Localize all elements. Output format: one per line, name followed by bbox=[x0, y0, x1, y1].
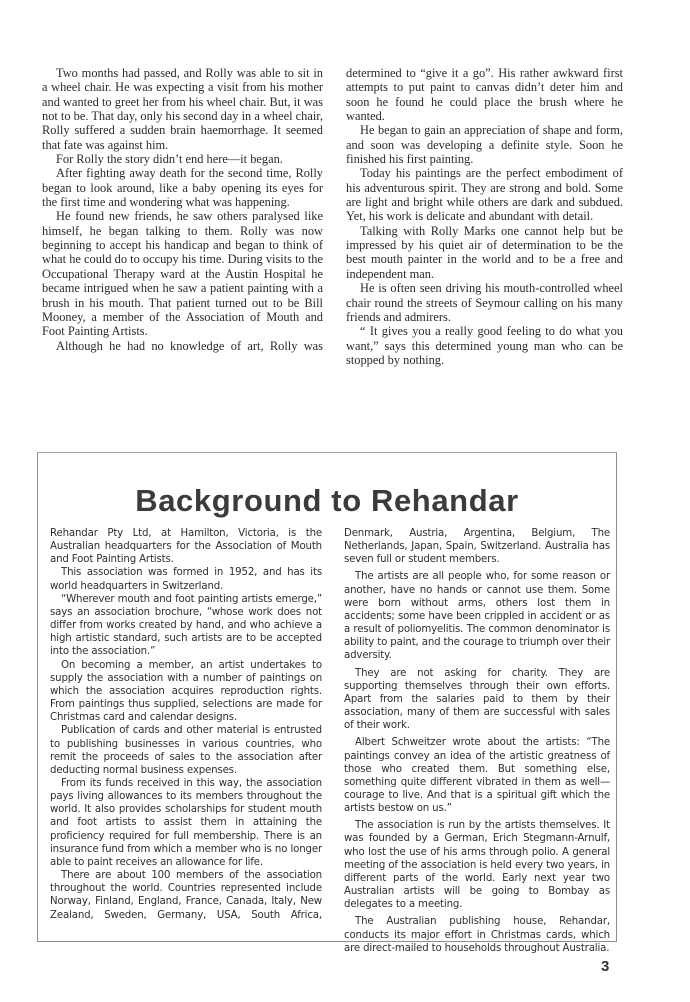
sidebar-paragraph: Publication of cards and other material is entrusted to publishing businesses in various countries, who remit the proceeds of sales to the association after deducting normal business expenses. bbox=[50, 725, 322, 776]
story-paragraph: For Rolly the story didn’t end here—it began. bbox=[56, 152, 283, 167]
sidebar-paragraph: Rehandar Pty Ltd, at Hamilton, Victoria, is the Australian headquarters for the Association of Mouth and Foot Painting Artists. bbox=[50, 528, 322, 566]
story-paragraph: He is often seen driving his mouth-controlled wheel chair round the streets of Seymour calling on his many friends and admirers. bbox=[346, 281, 623, 324]
story-paragraph: He began to gain an appreciation of shape and form, and soon was developing a definite style. Soon he finished his first painting. bbox=[346, 123, 623, 167]
sidebar-paragraph: On becoming a member, an artist undertakes to supply the association with a number of paintings on which the association acquires reproduction rights. From paintings thus supplied, selections are made for Christmas card and calendar designs. bbox=[50, 659, 322, 724]
sidebar-paragraph: The artists are all people who, for some reason or another, have no hands or cannot use them. Some were born without arms, others lost them in accidents; some have been crippled in accident or as a result of poliomyelitis. The common denominator is ability to paint, and the courage to triumph over their adversity. bbox=[344, 571, 610, 662]
story-paragraph: After fighting away death for the second time, Rolly began to look around, like a baby opening its eyes for the first time and wondering what was happening. bbox=[42, 166, 323, 210]
story-paragraph: He found new friends, he saw others paralysed like himself, he began talking to them. Rolly was now beginning to accept his handicap and began to think of what he could do to occupy his time. During visits to the Occupational Therapy ward at the Austin Hospital he became intrigued when he saw a patient painting with a brush in his mouth. That patient turned out to be Bill Mooney, a member of the Association of Mouth and Foot Painting Artists. bbox=[42, 209, 323, 339]
story-column-right bbox=[346, 66, 623, 367]
story-column-left bbox=[42, 66, 323, 353]
sidebar-title: Background to Rehandar bbox=[135, 483, 519, 518]
sidebar-column-right bbox=[344, 527, 610, 959]
page-number: 3 bbox=[601, 958, 610, 975]
sidebar-box bbox=[37, 452, 617, 954]
sidebar-paragraph: Denmark, Austria, Argentina, Belgium, The Netherlands, Japan, Spain, Switzerland. Australia has seven full or student members. bbox=[344, 528, 610, 566]
story-paragraph: determined to “give it a go”. His rather awkward first attempts to put paint to canvas didn’t deter him and soon he found he could place the brush where he wanted. bbox=[346, 66, 623, 124]
story-paragraph: Two months had passed, and Rolly was able to sit in a wheel chair. He was expecting a visit from his mother and wanted to greet her from his wheel chair. But, it was not to be. That day, only his second day in a wheel chair, Rolly suffered a sudden brain haemorrhage. It seemed that fate was against him. bbox=[42, 66, 323, 152]
sidebar-paragraph: The association is run by the artists themselves. It was founded by a German, Erich Stegmann-Arnulf, who lost the use of his arms through polio. A general meeting of the association is held every two years, in different parts of the world. Early next year two Australian artists will be going to Bombay as delegates to a meeting. bbox=[344, 820, 610, 911]
sidebar-paragraph: They are not asking for charity. They are supporting themselves through their own efforts. Apart from the salaries paid to them by their association, many of them are successful with sales of their work. bbox=[344, 667, 610, 732]
sidebar-column-left bbox=[50, 527, 322, 922]
sidebar-paragraph: There are about 100 members of the association throughout the world. Countries represented include Norway, Finland, England, France, Canada, Italy, New Zealand, Sweden, Germany, USA, South Africa, bbox=[50, 870, 322, 921]
sidebar-paragraph: “Wherever mouth and foot painting artists emerge,” says an association brochure, “whose work does not differ from works created by hand, and who achieve a high artistic standard, such artists are to be accepted into the association.” bbox=[50, 593, 322, 658]
story-paragraph: Although he had no knowledge of art, Rolly was bbox=[56, 338, 323, 353]
sidebar-paragraph: From its funds received in this way, the association pays living allowances to its members throughout the world. It also provides scholarships for student mouth and foot artists to assist them in attaining the proficiency required for full membership. There is an insurance fund from which a member who is no longer able to paint receives an allowance for life. bbox=[50, 777, 322, 868]
story-paragraph: Talking with Rolly Marks one cannot help but be impressed by his quiet air of determination to be the best mouth painter in the world and to be a free and independent man. bbox=[346, 223, 623, 281]
story-paragraph: Today his paintings are the perfect embodiment of his adventurous spirit. They are strong and bold. Some are light and bright while others are dark and subdued. Yet, his work is delicate and abundant with detail. bbox=[346, 166, 623, 224]
sidebar-paragraph: Albert Schweitzer wrote about the artists: “The paintings convey an idea of the artistic greatness of those who created them. But something else, something quite different vibrated in them as well—courage to live. And that is a spiritual gift which the artists bestow on us.” bbox=[344, 737, 610, 815]
story-paragraph: “ It gives you a really good feeling to do what you want,” says this determined young man who can be stopped by nothing. bbox=[346, 324, 623, 367]
sidebar-paragraph: The Australian publishing house, Rehandar, conducts its major effort in Christmas cards, which are direct-mailed to households throughout Australia. bbox=[344, 916, 610, 954]
sidebar-paragraph: This association was formed in 1952, and has its world headquarters in Switzerland. bbox=[50, 567, 322, 592]
